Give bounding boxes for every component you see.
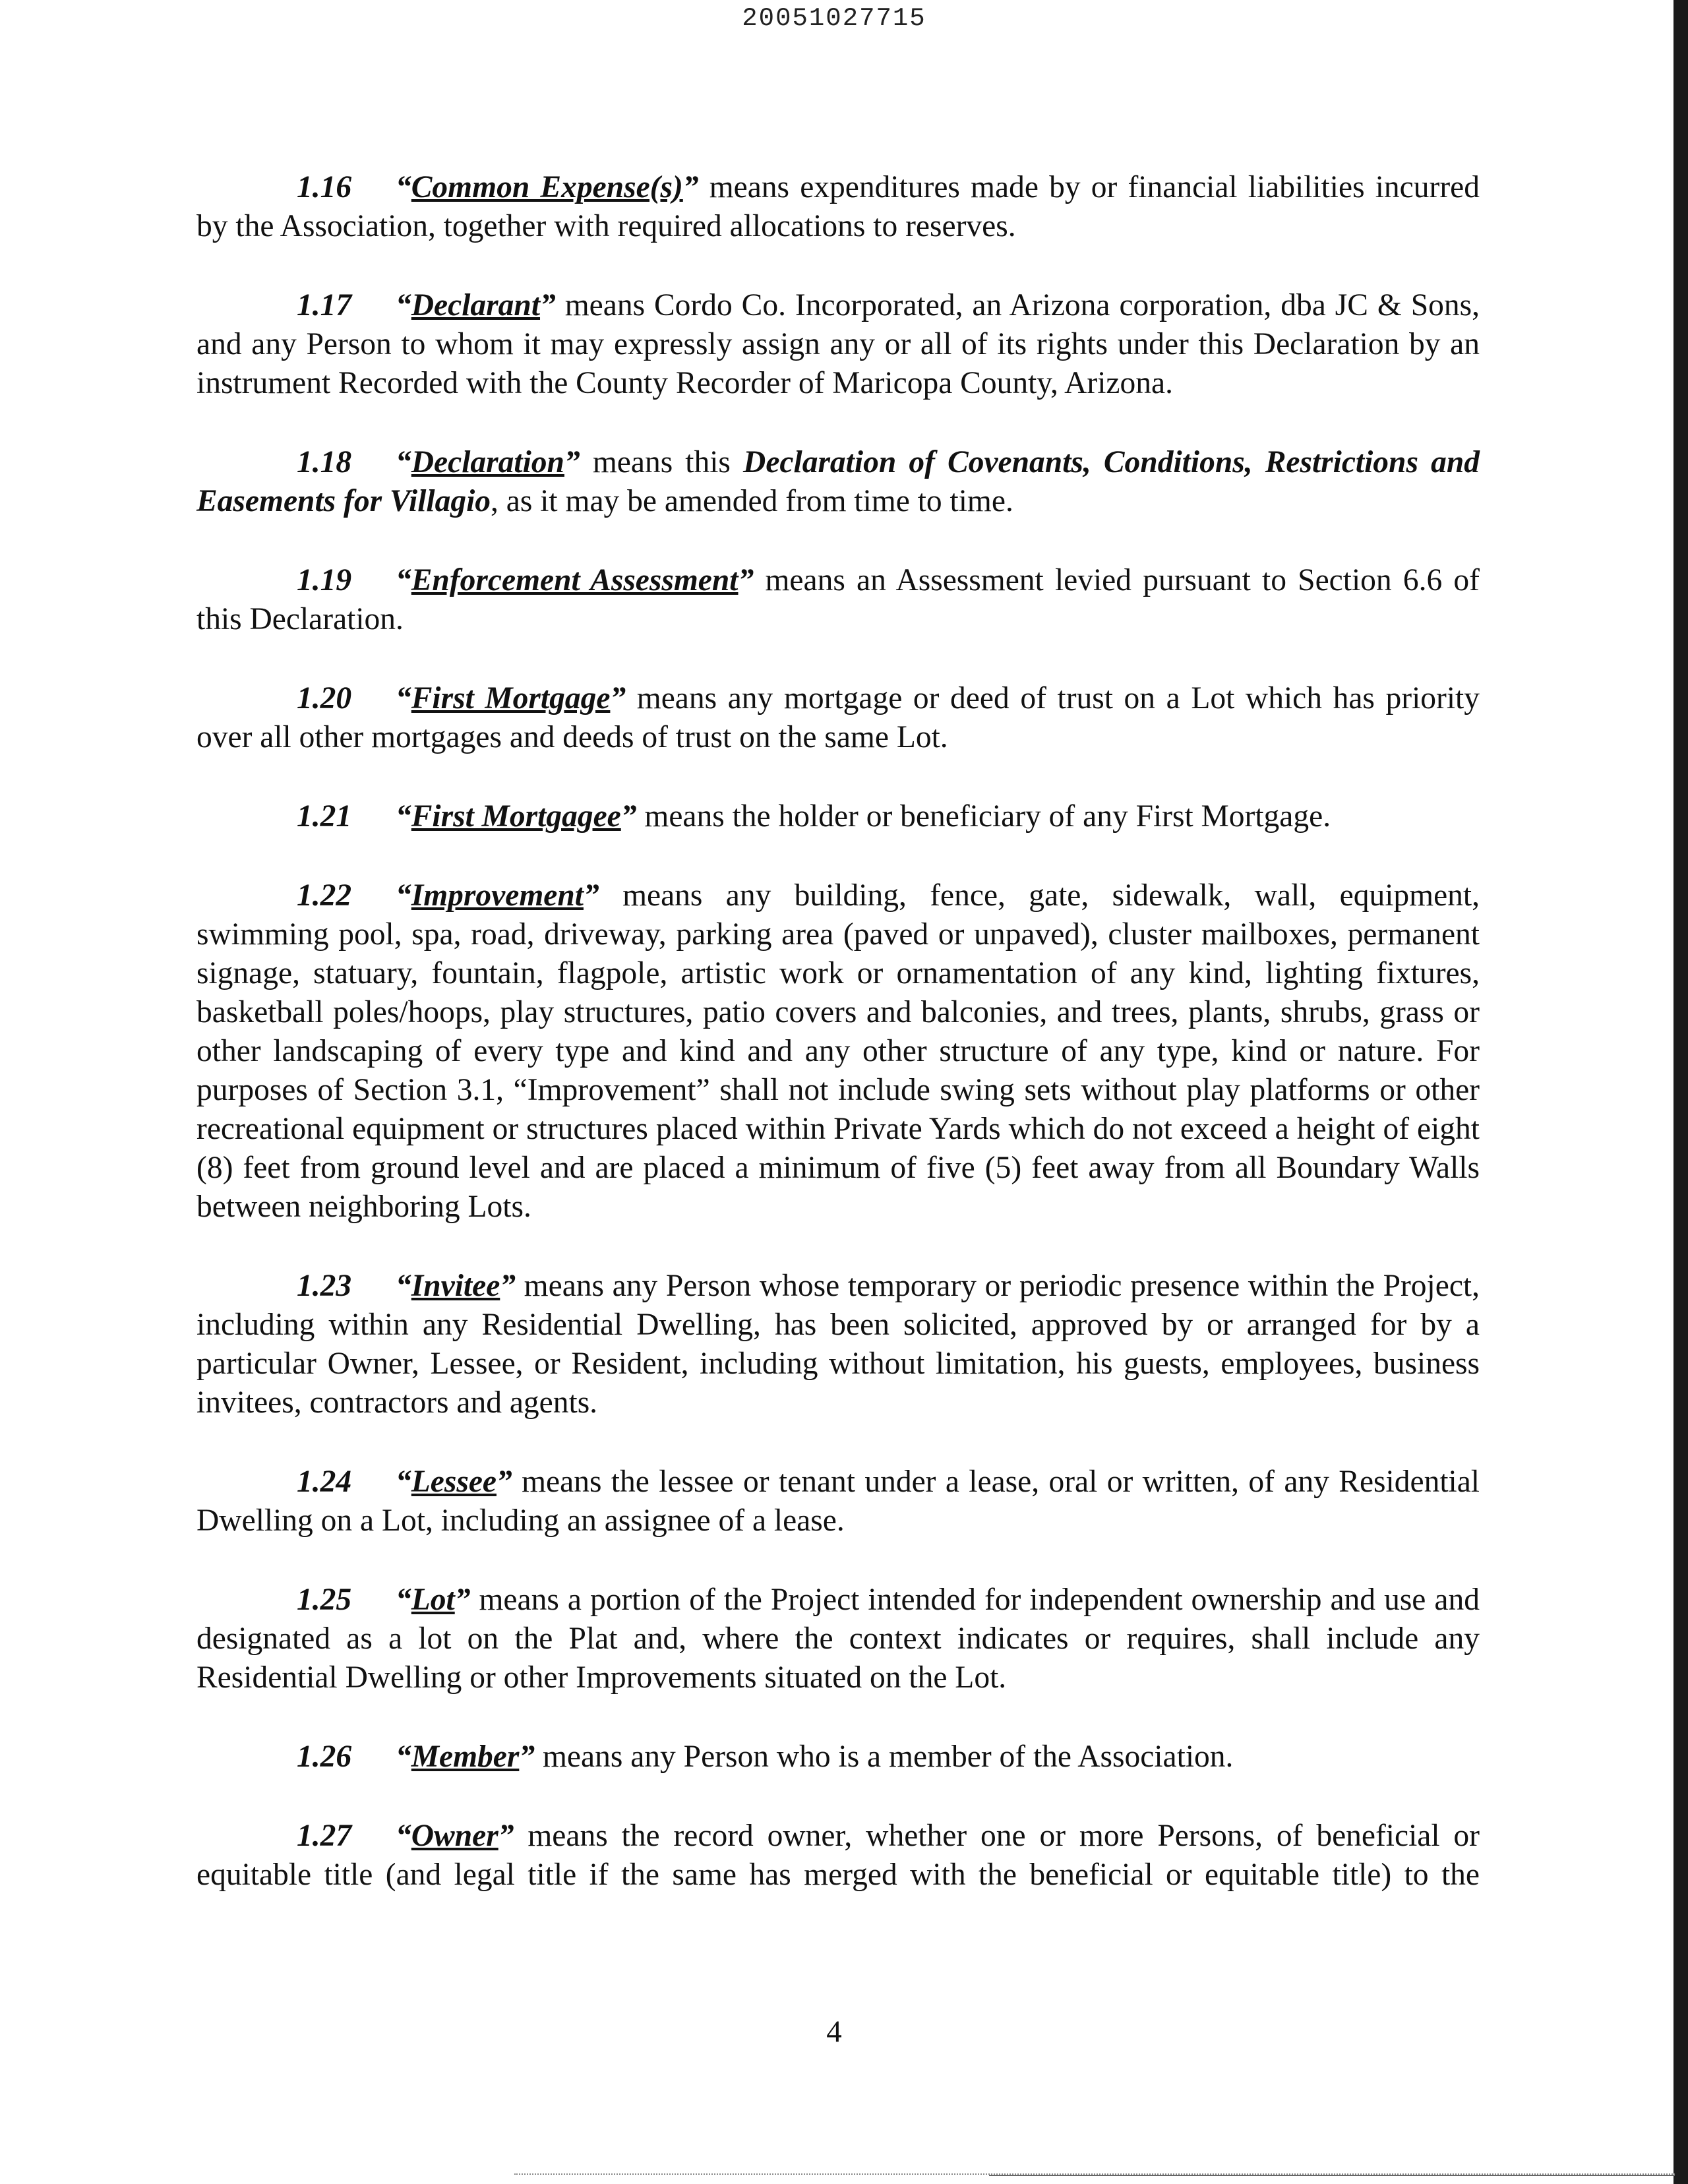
section-1-16 xyxy=(196,168,1480,246)
section-number: 1.26 xyxy=(297,1740,352,1774)
section-number: 1.21 xyxy=(297,799,352,834)
section-number: 1.25 xyxy=(297,1583,352,1617)
scan-artifact-line xyxy=(989,2175,1675,2176)
defined-term: “Lessee” xyxy=(396,1465,512,1499)
section-text: means any Person whose temporary or periodic presence within the Project, including within any Residential Dwelling, has been solicited, approved by or arranged for by a particular Owner, Lessee, or Resident, including without limitation, his guests, employees, business invitees, contractors and agents. xyxy=(196,1269,1480,1420)
defined-term: “Improvement” xyxy=(396,878,599,913)
section-1-23 xyxy=(196,1267,1480,1422)
defined-term: “Lot” xyxy=(396,1583,471,1617)
section-number: 1.17 xyxy=(297,288,352,322)
section-number: 1.22 xyxy=(297,878,352,913)
section-number: 1.16 xyxy=(297,170,352,204)
section-text: means the holder or beneficiary of any First Mortgage. xyxy=(636,799,1331,834)
section-1-24 xyxy=(196,1463,1480,1540)
document-title: Declaration of Covenants, Conditions, Restrictions and Easements for Villagio xyxy=(196,445,1480,518)
section-text: means the record owner, whether one or more Persons, of beneficial or equitable title (and legal title if the same has merged with the beneficial or equitable title) to the xyxy=(196,1819,1480,1892)
section-text: means expenditures made by or financial liabilities incurred by the Association, together with required allocations to reserves. xyxy=(196,170,1480,243)
section-text: means a portion of the Project intended for independent ownership and use and designated as a lot on the Plat and, where the context indicates or requires, shall include any Residential Dwelling or other Improvements situated on the Lot. xyxy=(196,1583,1480,1695)
defined-term: “First Mortgagee” xyxy=(396,799,637,834)
section-text: means any building, fence, gate, sidewalk, wall, equipment, swimming pool, spa, road, driveway, parking area (paved or unpaved), cluster mailboxes, permanent signage, statuary, fountain, flagpole, artistic work or ornamentation of any kind, lighting fixtures, basketball poles/hoops, play structures, patio covers and balconies, and trees, plants, shrubs, grass or other landscaping of every type and kind and any other structure of any type, kind or nature. For purposes of Section 3.1, “Improvement” shall not include swing sets without play platforms or other recreational equipment or structures placed within Private Yards which do not exceed a height of eight (8) feet from ground level and are placed a minimum of five (5) feet away from all Boundary Walls between neighboring Lots. xyxy=(196,878,1480,1224)
defined-term: “Declarant” xyxy=(396,288,556,322)
document-number: 20051027715 xyxy=(742,4,926,33)
section-text: means this xyxy=(580,445,744,479)
section-1-26 xyxy=(196,1738,1480,1776)
section-text: means an Assessment levied pursuant to Section 6.6 of this Declaration. xyxy=(196,563,1480,636)
defined-term: “Owner” xyxy=(396,1819,514,1853)
section-1-19 xyxy=(196,561,1480,639)
section-number: 1.19 xyxy=(297,563,352,597)
section-number: 1.23 xyxy=(297,1269,352,1303)
section-1-25 xyxy=(196,1581,1480,1697)
scan-edge xyxy=(1673,0,1688,2184)
section-1-21 xyxy=(196,797,1480,836)
section-1-20 xyxy=(196,679,1480,757)
defined-term: “Declaration” xyxy=(396,445,580,479)
defined-term: “Member” xyxy=(396,1740,535,1774)
defined-term: “Invitee” xyxy=(396,1269,516,1303)
defined-term: “First Mortgage” xyxy=(396,681,626,715)
section-number: 1.18 xyxy=(297,445,352,479)
section-1-18 xyxy=(196,443,1480,521)
section-text: means any mortgage or deed of trust on a Lot which has priority over all other mortgages and deeds of trust on the same Lot. xyxy=(196,681,1480,754)
section-number: 1.24 xyxy=(297,1465,352,1499)
defined-term: “Common Expense(s)” xyxy=(396,170,699,204)
section-1-22 xyxy=(196,876,1480,1227)
section-text: means any Person who is a member of the Association. xyxy=(535,1740,1234,1774)
section-1-17 xyxy=(196,286,1480,403)
document-body xyxy=(196,168,1480,1935)
defined-term: “Enforcement Assessment” xyxy=(396,563,754,597)
page-number: 4 xyxy=(826,2015,842,2049)
section-text: means Cordo Co. Incorporated, an Arizona corporation, dba JC & Sons, and any Person to whom it may expressly assign any or all of its rights under this Declaration by an instrument Recorded with the County Recorder of Maricopa County, Arizona. xyxy=(196,288,1480,400)
section-number: 1.27 xyxy=(297,1819,352,1853)
section-text: , as it may be amended from time to time. xyxy=(491,484,1013,518)
section-number: 1.20 xyxy=(297,681,352,715)
section-1-27 xyxy=(196,1817,1480,1895)
section-text: means the lessee or tenant under a lease, oral or written, of any Residential Dwelling on a Lot, including an assignee of a lease. xyxy=(196,1465,1480,1538)
